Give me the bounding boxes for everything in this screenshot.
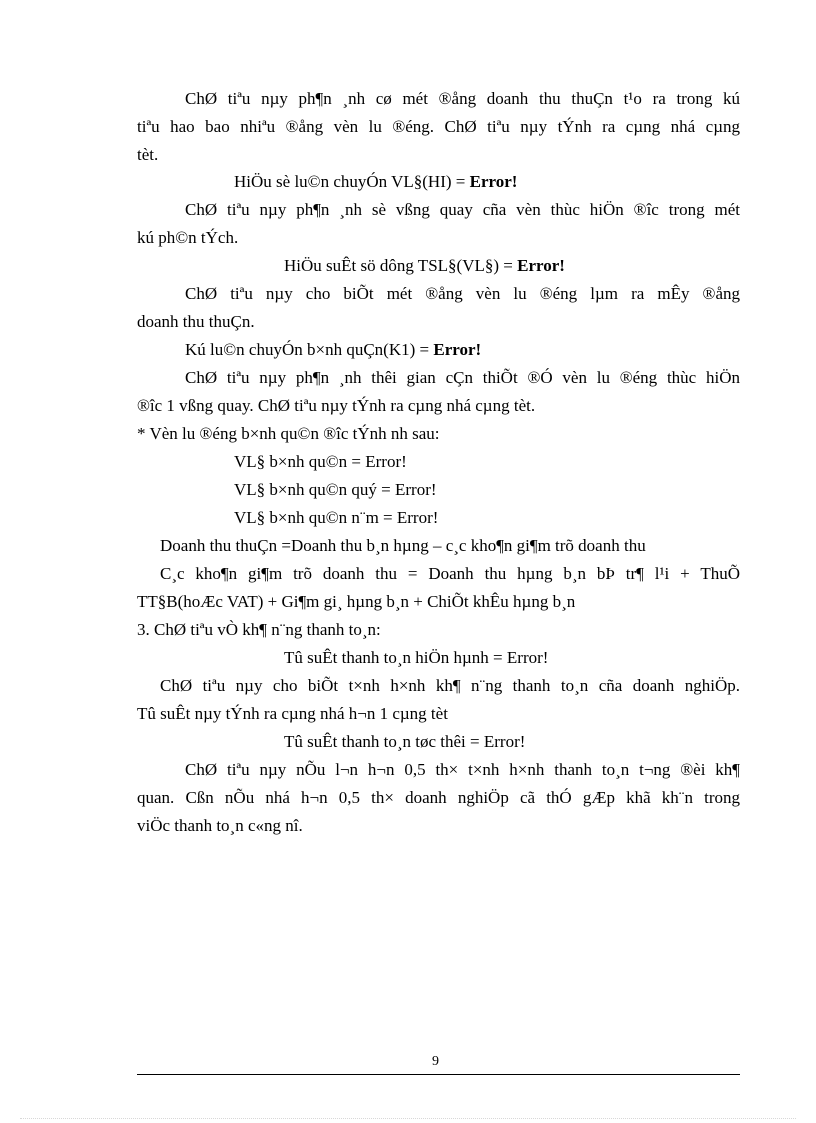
formula-line: Tû suÊt thanh to¸n tøc thêi = Error! [284,732,526,751]
formula-line: VL§ b×nh qu©n quý = Error! [234,480,437,499]
formula-label: Kú lu©n chuyÓn b×nh quÇn(K1) = [185,340,434,359]
footer-rule [137,1074,740,1075]
paragraph-line: ChØ tiªu nµy ph¶n ¸nh cø mét ®ång doanh thu thuÇn t¹o ra trong kú [185,89,740,108]
paragraph-line: tèt. [137,145,159,164]
paragraph-line: ®îc 1 vßng quay. ChØ tiªu nµy tÝnh ra cµng nhá cµng tèt. [137,396,536,415]
paragraph-line: * Vèn lu ®éng b×nh qu©n ®îc tÝnh nh sau: [137,424,440,443]
page-number: 9 [432,1054,439,1069]
paragraph-line: quan. Cßn nÕu nhá h¬n 0,5 th× doanh nghiÖp cã thÓ gÆp khã kh¨n trong [137,788,740,807]
paragraph-line: TT§B(hoÆc VAT) + Gi¶m gi¸ hµng b¸n + ChiÕt khÊu hµng b¸n [137,592,576,611]
error-value: Error! [469,172,518,191]
paragraph-line: Doanh thu thuÇn =Doanh thu b¸n hµng – c¸c kho¶n gi¶m trõ doanh thu [160,536,646,555]
formula-line: VL§ b×nh qu©n n¨m = Error! [234,508,439,527]
paragraph-line: ChØ tiªu nµy ph¶n ¸nh sè vßng quay cña vèn thùc hiÖn ®îc trong mét [185,200,740,219]
formula-hieu-so-luan-chuyen [234,171,517,193]
paragraph-line: ChØ tiªu nµy ph¶n ¸nh thêi gian cÇn thiÕt ®Ó vèn lu ®éng thùc hiÖn [185,368,740,387]
formula-line: VL§ b×nh qu©n = Error! [234,452,407,471]
paragraph-line: tiªu hao bao nhiªu ®ång vèn lu ®éng. ChØ tiªu nµy tÝnh ra cµng nhá cµng [137,117,740,136]
formula-hieu-suat-su-dung [284,255,565,277]
error-value: Error! [433,340,482,359]
section-heading: 3. ChØ tiªu vÒ kh¶ n¨ng thanh to¸n: [137,620,381,639]
error-value: Error! [517,256,565,275]
paragraph-line: ChØ tiªu nµy nÕu l¬n h¬n 0,5 th× t×nh h×nh thanh to¸n t¬ng ®èi kh¶ [185,760,740,779]
paragraph-line: C¸c kho¶n gi¶m trõ doanh thu = Doanh thu hµng b¸n bÞ tr¶ l¹i + ThuÕ [160,564,740,583]
formula-label: HiÖu suÊt sö dông TSL§(VL§) = [284,256,518,275]
formula-line: Tû suÊt thanh to¸n hiÖn hµnh = Error! [284,648,549,667]
paragraph-line: ChØ tiªu nµy cho biÕt t×nh h×nh kh¶ n¨ng thanh to¸n cña doanh nghiÖp. [160,676,740,695]
paragraph-line: Tû suÊt nµy tÝnh ra cµng nhá h¬n 1 cµng tèt [137,704,448,723]
paragraph-line: kú ph©n tÝch. [137,228,239,247]
paragraph-line: doanh thu thuÇn. [137,312,255,331]
formula-label: HiÖu sè lu©n chuyÓn VL§(HI) = [234,172,470,191]
paragraph-line: ChØ tiªu nµy cho biÕt mét ®ång vèn lu ®éng lµm ra mÊy ®ång [185,284,740,303]
page-edge [20,1118,796,1119]
formula-ky-luan-chuyen [185,339,481,361]
paragraph-line: viÖc thanh to¸n c«ng nî. [137,816,303,835]
